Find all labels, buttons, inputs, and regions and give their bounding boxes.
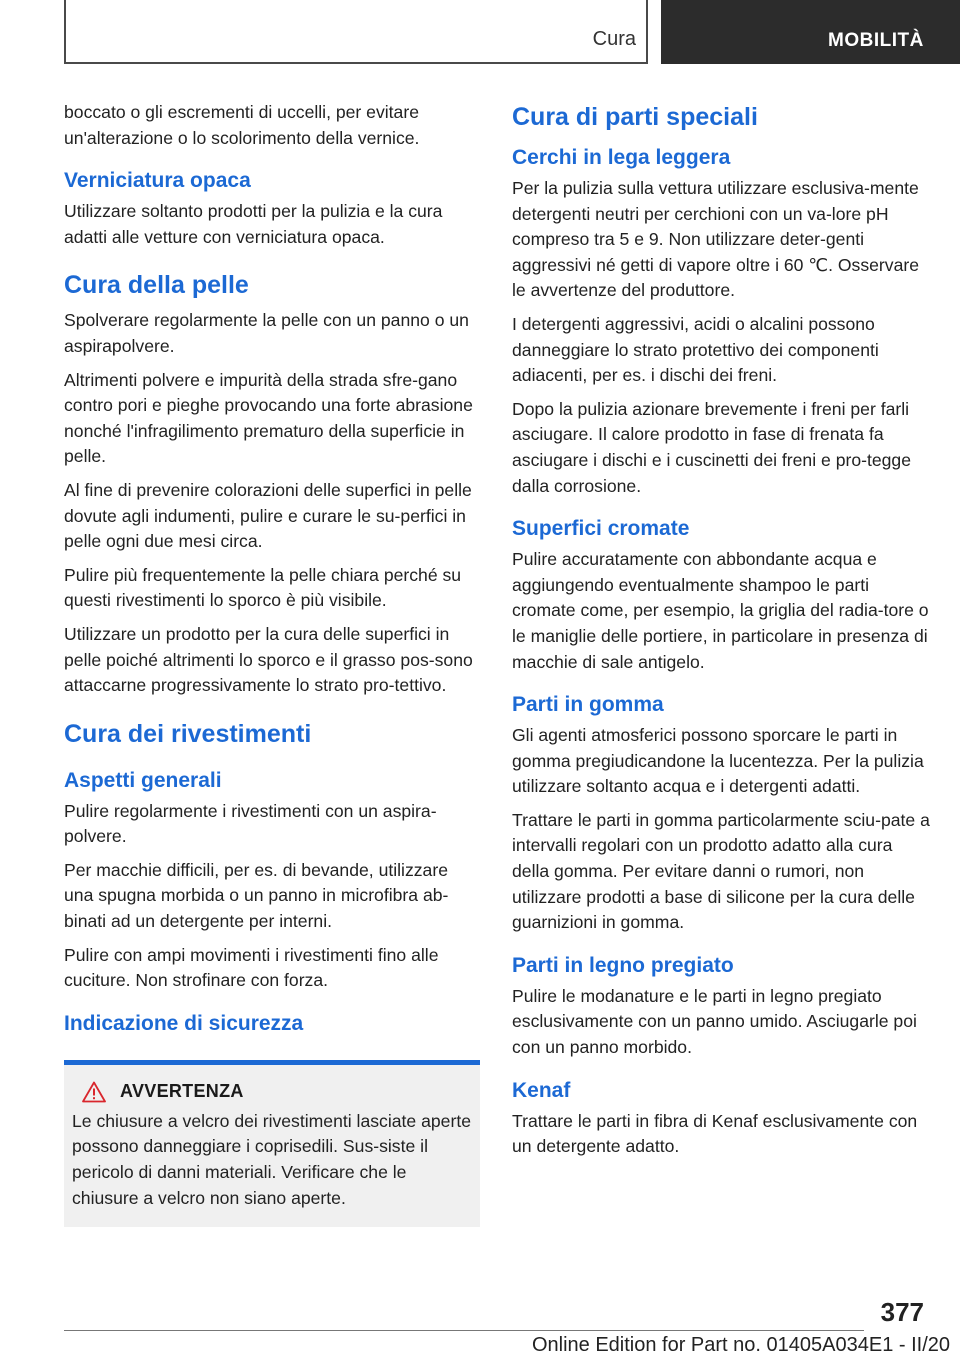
header-chapter-label: MOBILITÀ [828,30,924,51]
leather-heading: Cura della pelle [64,271,249,300]
leather-paragraph-4: Pulire più frequentemente la pelle chiara perché su questi rivestimenti lo sporco è più visibile. [64,564,462,611]
wood-paragraph: Pulire le modanature e le parti in legno pregiato esclusivamente con un panno umido. Asciugarle poi con un panno morbido. [512,985,917,1058]
upholstery-heading: Cura dei rivestimenti [64,719,312,748]
kenaf-paragraph: Trattare le parti in fibra di Kenaf esclusivamente con un detergente adatto. [512,1110,918,1157]
alloy-paragraph-2: I detergenti aggressivi, acidi o alcalini possono danneggiare lo strato protettivo dei componenti adiacenti, per es. i dischi dei freni. [512,313,879,386]
upholstery-paragraph-2: Per macchie difficili, per es. di bevande, utilizzare una spugna morbida o un panno in microfibra ab-binati ad un detergente per interni. [64,859,449,932]
upholstery-paragraph-3: Pulire con ampi movimenti i rivestimenti fino alle cuciture. Non strofinare con forza. [64,944,439,991]
rubber-paragraph-2: Trattare le parti in gomma particolarmente sciu-pate a intervalli regolari con un prodotto adatto alla cura della gomma. Per evitare danni o rumori, non utilizzare prodotti a base di silicone per la cura delle guarnizioni in gomma. [512,809,930,933]
right-column [512,100,930,1168]
general-aspects-heading: Aspetti generali [64,768,222,792]
intro-paragraph: boccato o gli escrementi di uccelli, per evitare un'alterazione o lo scolorimento della vernice. [64,102,420,148]
upholstery-paragraph-1: Pulire regolarmente i rivestimenti con un aspira-polvere. [64,800,437,847]
warning-triangle-icon [82,1081,106,1103]
warning-header [82,1081,472,1103]
kenaf-heading: Kenaf [512,1078,571,1102]
footer-edition-text: Online Edition for Part no. 01405A034E1 - II/20 [531,1334,950,1356]
safety-heading: Indicazione di sicurezza [64,1011,304,1035]
alloy-paragraph-3: Dopo la pulizia azionare brevemente i freni per farli asciugare. Il calore prodotto in fase di frenata fa asciugare i dischi e i cuscinetti dei freni e pro-tegge dalla corrosione. [512,398,912,496]
warning-title: AVVERTENZA [120,1081,244,1102]
warning-box [64,1065,480,1227]
rubber-heading: Parti in gomma [512,693,664,717]
warning-text: Le chiusure a velcro dei rivestimenti lasciate aperte possono danneggiare i coprisedili. Sus-siste il pericolo di danni materiali. Verificare che le chiusure a velcro non siano aperte. [72,1110,471,1208]
footer-divider [64,1330,864,1331]
matte-paint-heading: Verniciatura opaca [64,169,251,193]
special-parts-heading: Cura di parti speciali [512,103,758,131]
left-column [64,100,480,1227]
alloy-wheels-heading: Cerchi in lega leggera [512,146,731,169]
chrome-heading: Superfici cromate [512,517,690,541]
leather-paragraph-1: Spolverare regolarmente la pelle con un panno o un aspirapolvere. [64,310,469,356]
leather-paragraph-5: Utilizzare un prodotto per la cura delle superfici in pelle poiché altrimenti lo sporco e il grasso pos-sono attaccarne progressivamente lo strato pro-tettivo. [64,623,473,696]
rubber-paragraph-1: Gli agenti atmosferici possono sporcare le parti in gomma pregiudicandone la lucentezza. Per la pulizia utilizzare soltanto acqua e i detergenti adatti. [512,725,924,797]
leather-paragraph-3: Al fine di prevenire colorazioni delle superfici in pelle dovute agli indumenti, pulire e curare le su-perfici in pelle ogni due mesi circa. [64,479,472,552]
wood-heading: Parti in legno pregiato [512,953,734,977]
matte-paint-paragraph: Utilizzare soltanto prodotti per la pulizia e la cura adatti alle vetture con verniciatura opaca. [64,201,443,247]
leather-paragraph-2: Altrimenti polvere e impurità della strada sfre-gano contro pori e pieghe provocando una forte abrasione nonché l'infragilimento prematuro della superficie in pelle. [64,369,473,467]
header-chapter-tab[interactable] [661,0,960,64]
header-section-title: Cura [592,28,636,50]
alloy-paragraph-1: Per la pulizia sulla vettura utilizzare esclusiva-mente detergenti neutri per cerchioni con un va-lore pH compreso tra 5 e 9. Non utilizzare deter-genti aggressivi né getti di vapore oltre i 60 ℃. Osservare le avvertenze del produttore. [512,178,920,301]
page-number: 377 [880,1297,924,1327]
chrome-paragraph: Pulire accuratamente con abbondante acqua e aggiungendo eventualmente shampoo le parti cromate come, per esempio, la griglia del radia-tore o le maniglie delle portiere, in particolare in presenza di macchie di sale antigelo. [512,549,929,672]
